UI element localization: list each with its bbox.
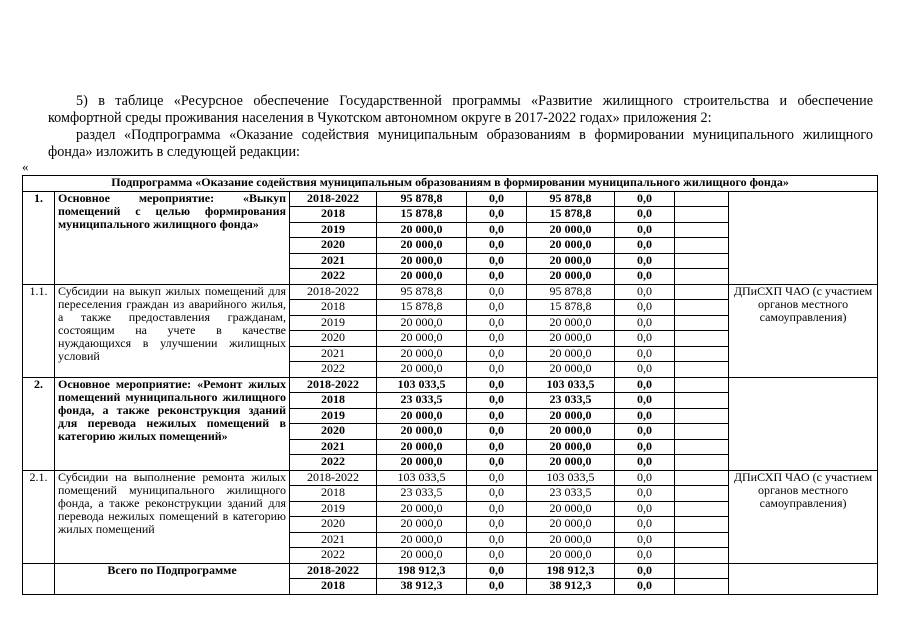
other-sources-cell [675, 238, 729, 254]
total-number-cell [23, 563, 55, 594]
other-sources-cell [675, 362, 729, 378]
federal-budget-cell: 0,0 [467, 455, 527, 471]
period-cell: 2021 [290, 532, 377, 548]
other-sources-cell [675, 548, 729, 564]
district-budget-cell: 20 000,0 [527, 222, 615, 238]
district-budget-cell: 20 000,0 [527, 455, 615, 471]
federal-budget-cell: 0,0 [467, 579, 527, 595]
row-number: 2.1. [23, 470, 55, 563]
local-budget-cell: 0,0 [615, 532, 675, 548]
other-sources-cell [675, 470, 729, 486]
federal-budget-cell: 0,0 [467, 269, 527, 285]
total-amount-cell: 23 033,5 [377, 393, 467, 409]
federal-budget-cell: 0,0 [467, 470, 527, 486]
local-budget-cell: 0,0 [615, 455, 675, 471]
federal-budget-cell: 0,0 [467, 315, 527, 331]
total-amount-cell: 20 000,0 [377, 501, 467, 517]
total-amount-cell: 20 000,0 [377, 532, 467, 548]
district-budget-cell: 20 000,0 [527, 346, 615, 362]
district-budget-cell: 103 033,5 [527, 470, 615, 486]
local-budget-cell: 0,0 [615, 222, 675, 238]
period-cell: 2021 [290, 253, 377, 269]
other-sources-cell [675, 331, 729, 347]
other-sources-cell [675, 222, 729, 238]
period-cell: 2021 [290, 346, 377, 362]
local-budget-cell: 0,0 [615, 517, 675, 533]
federal-budget-cell: 0,0 [467, 532, 527, 548]
local-budget-cell: 0,0 [615, 424, 675, 440]
total-amount-cell: 20 000,0 [377, 346, 467, 362]
federal-budget-cell: 0,0 [467, 362, 527, 378]
total-amount-cell: 38 912,3 [377, 579, 467, 595]
federal-budget-cell: 0,0 [467, 517, 527, 533]
period-cell: 2022 [290, 362, 377, 378]
activity-description: Субсидии на выкуп жилых помещений для переселения граждан из аварийного жилья, а также предоставления гражданам, состоящим на учете в качестве нуждающихся в улучшении жилищных условий [55, 284, 290, 377]
local-budget-cell: 0,0 [615, 563, 675, 579]
total-amount-cell: 198 912,3 [377, 563, 467, 579]
subprogram-title: Подпрограмма «Оказание содействия муниципальным образованиям в формировании муниципального жилищного фонда» [23, 176, 878, 192]
period-cell: 2019 [290, 408, 377, 424]
other-sources-cell [675, 579, 729, 595]
other-sources-cell [675, 315, 729, 331]
row-number: 2. [23, 377, 55, 470]
table-row [23, 284, 878, 300]
federal-budget-cell: 0,0 [467, 408, 527, 424]
total-amount-cell: 20 000,0 [377, 315, 467, 331]
intro-paragraph-2: раздел «Подпрограмма «Оказание содействия муниципальным образованиям в формировании муниципального жилищного фонда» изложить в следующей редакции: [48, 127, 873, 160]
period-cell: 2018-2022 [290, 563, 377, 579]
row-number: 1.1. [23, 284, 55, 377]
total-row [23, 563, 878, 579]
other-sources-cell [675, 284, 729, 300]
federal-budget-cell: 0,0 [467, 346, 527, 362]
local-budget-cell: 0,0 [615, 269, 675, 285]
period-cell: 2021 [290, 439, 377, 455]
district-budget-cell: 15 878,8 [527, 207, 615, 223]
local-budget-cell: 0,0 [615, 548, 675, 564]
other-sources-cell [675, 191, 729, 207]
local-budget-cell: 0,0 [615, 331, 675, 347]
period-cell: 2022 [290, 269, 377, 285]
district-budget-cell: 23 033,5 [527, 393, 615, 409]
period-cell: 2018 [290, 300, 377, 316]
local-budget-cell: 0,0 [615, 362, 675, 378]
local-budget-cell: 0,0 [615, 393, 675, 409]
local-budget-cell: 0,0 [615, 238, 675, 254]
district-budget-cell: 20 000,0 [527, 362, 615, 378]
intro-text [48, 93, 873, 161]
other-sources-cell [675, 377, 729, 393]
federal-budget-cell: 0,0 [467, 563, 527, 579]
responsible-executor [729, 191, 878, 284]
table-row [23, 191, 878, 207]
other-sources-cell [675, 346, 729, 362]
total-amount-cell: 103 033,5 [377, 377, 467, 393]
local-budget-cell: 0,0 [615, 377, 675, 393]
district-budget-cell: 20 000,0 [527, 424, 615, 440]
period-cell: 2020 [290, 517, 377, 533]
federal-budget-cell: 0,0 [467, 253, 527, 269]
district-budget-cell: 38 912,3 [527, 579, 615, 595]
federal-budget-cell: 0,0 [467, 548, 527, 564]
activity-description: Основное мероприятие: «Выкуп помещений с целью формирования муниципального жилищного фонда» [55, 191, 290, 284]
local-budget-cell: 0,0 [615, 486, 675, 502]
other-sources-cell [675, 393, 729, 409]
local-budget-cell: 0,0 [615, 207, 675, 223]
other-sources-cell [675, 501, 729, 517]
other-sources-cell [675, 253, 729, 269]
federal-budget-cell: 0,0 [467, 486, 527, 502]
period-cell: 2019 [290, 315, 377, 331]
other-sources-cell [675, 269, 729, 285]
period-cell: 2018-2022 [290, 284, 377, 300]
total-amount-cell: 95 878,8 [377, 191, 467, 207]
total-amount-cell: 20 000,0 [377, 548, 467, 564]
district-budget-cell: 20 000,0 [527, 331, 615, 347]
other-sources-cell [675, 486, 729, 502]
total-amount-cell: 15 878,8 [377, 300, 467, 316]
other-sources-cell [675, 455, 729, 471]
other-sources-cell [675, 563, 729, 579]
federal-budget-cell: 0,0 [467, 439, 527, 455]
responsible-executor [729, 377, 878, 470]
district-budget-cell: 20 000,0 [527, 269, 615, 285]
district-budget-cell: 20 000,0 [527, 439, 615, 455]
district-budget-cell: 20 000,0 [527, 238, 615, 254]
district-budget-cell: 103 033,5 [527, 377, 615, 393]
federal-budget-cell: 0,0 [467, 393, 527, 409]
total-amount-cell: 15 878,8 [377, 207, 467, 223]
local-budget-cell: 0,0 [615, 501, 675, 517]
period-cell: 2019 [290, 501, 377, 517]
total-executor-cell [729, 563, 878, 594]
local-budget-cell: 0,0 [615, 346, 675, 362]
total-amount-cell: 20 000,0 [377, 439, 467, 455]
total-amount-cell: 20 000,0 [377, 455, 467, 471]
total-amount-cell: 20 000,0 [377, 331, 467, 347]
federal-budget-cell: 0,0 [467, 191, 527, 207]
activity-description: Субсидии на выполнение ремонта жилых помещений муниципального жилищного фонда, а также реконструкции зданий для перевода нежилых помещений в категорию жилых помещений [55, 470, 290, 563]
period-cell: 2018-2022 [290, 470, 377, 486]
period-cell: 2018-2022 [290, 191, 377, 207]
other-sources-cell [675, 408, 729, 424]
federal-budget-cell: 0,0 [467, 424, 527, 440]
responsible-executor: ДПиСХП ЧАО (с участием органов местного самоуправления) [729, 470, 878, 563]
total-amount-cell: 20 000,0 [377, 269, 467, 285]
district-budget-cell: 20 000,0 [527, 548, 615, 564]
federal-budget-cell: 0,0 [467, 501, 527, 517]
period-cell: 2022 [290, 455, 377, 471]
total-amount-cell: 20 000,0 [377, 238, 467, 254]
local-budget-cell: 0,0 [615, 470, 675, 486]
local-budget-cell: 0,0 [615, 284, 675, 300]
federal-budget-cell: 0,0 [467, 300, 527, 316]
district-budget-cell: 20 000,0 [527, 501, 615, 517]
other-sources-cell [675, 517, 729, 533]
period-cell: 2020 [290, 331, 377, 347]
local-budget-cell: 0,0 [615, 300, 675, 316]
period-cell: 2018-2022 [290, 377, 377, 393]
total-amount-cell: 20 000,0 [377, 424, 467, 440]
total-label: Всего по Подпрограмме [55, 563, 290, 594]
period-cell: 2020 [290, 424, 377, 440]
table-row [23, 377, 878, 393]
responsible-executor: ДПиСХП ЧАО (с участием органов местного самоуправления) [729, 284, 878, 377]
district-budget-cell: 20 000,0 [527, 253, 615, 269]
activity-description: Основное мероприятие: «Ремонт жилых помещений муниципального жилищного фонда, а также реконструкция зданий для перевода нежилых помещений в категорию жилых помещений» [55, 377, 290, 470]
district-budget-cell: 20 000,0 [527, 532, 615, 548]
period-cell: 2019 [290, 222, 377, 238]
total-amount-cell: 20 000,0 [377, 253, 467, 269]
total-amount-cell: 20 000,0 [377, 362, 467, 378]
other-sources-cell [675, 424, 729, 440]
local-budget-cell: 0,0 [615, 439, 675, 455]
period-cell: 2020 [290, 238, 377, 254]
district-budget-cell: 20 000,0 [527, 315, 615, 331]
period-cell: 2018 [290, 486, 377, 502]
total-amount-cell: 103 033,5 [377, 470, 467, 486]
district-budget-cell: 198 912,3 [527, 563, 615, 579]
federal-budget-cell: 0,0 [467, 207, 527, 223]
intro-paragraph-1: 5) в таблице «Ресурсное обеспечение Государственной программы «Развитие жилищного строительства и обеспечение комфортной среды проживания населения в Чукотском автономном округе в 2017-2022 годах» приложения 2: [48, 93, 873, 126]
period-cell: 2022 [290, 548, 377, 564]
district-budget-cell: 15 878,8 [527, 300, 615, 316]
total-amount-cell: 95 878,8 [377, 284, 467, 300]
district-budget-cell: 23 033,5 [527, 486, 615, 502]
local-budget-cell: 0,0 [615, 579, 675, 595]
resource-table [22, 175, 878, 595]
district-budget-cell: 20 000,0 [527, 408, 615, 424]
federal-budget-cell: 0,0 [467, 284, 527, 300]
total-amount-cell: 23 033,5 [377, 486, 467, 502]
federal-budget-cell: 0,0 [467, 222, 527, 238]
total-amount-cell: 20 000,0 [377, 222, 467, 238]
district-budget-cell: 95 878,8 [527, 284, 615, 300]
total-amount-cell: 20 000,0 [377, 517, 467, 533]
period-cell: 2018 [290, 579, 377, 595]
other-sources-cell [675, 532, 729, 548]
federal-budget-cell: 0,0 [467, 331, 527, 347]
federal-budget-cell: 0,0 [467, 377, 527, 393]
other-sources-cell [675, 300, 729, 316]
local-budget-cell: 0,0 [615, 253, 675, 269]
table-row [23, 470, 878, 486]
total-amount-cell: 20 000,0 [377, 408, 467, 424]
period-cell: 2018 [290, 393, 377, 409]
local-budget-cell: 0,0 [615, 408, 675, 424]
local-budget-cell: 0,0 [615, 315, 675, 331]
row-number: 1. [23, 191, 55, 284]
other-sources-cell [675, 439, 729, 455]
other-sources-cell [675, 207, 729, 223]
federal-budget-cell: 0,0 [467, 238, 527, 254]
district-budget-cell: 95 878,8 [527, 191, 615, 207]
opening-quote-mark: « [22, 159, 29, 174]
district-budget-cell: 20 000,0 [527, 517, 615, 533]
local-budget-cell: 0,0 [615, 191, 675, 207]
period-cell: 2018 [290, 207, 377, 223]
